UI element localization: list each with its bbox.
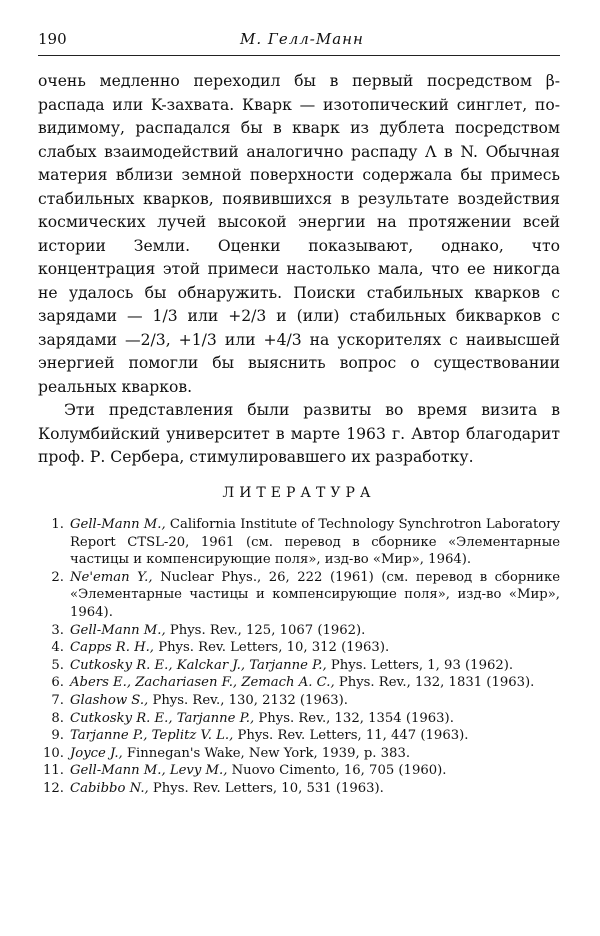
reference-text bbox=[64, 569, 560, 622]
reference-authors: Abers E., Zachariasen F., Zemach A. C., bbox=[70, 675, 335, 691]
reference-text bbox=[64, 727, 560, 745]
reference-item bbox=[38, 657, 560, 675]
running-title: М. Гелл-Манн bbox=[240, 30, 364, 48]
reference-number: 10. bbox=[43, 745, 64, 761]
reference-number: 3. bbox=[51, 622, 64, 638]
reference-authors: Ne'eman Y., bbox=[70, 569, 153, 585]
paragraph-1: очень медленно переходил бы в первый посредством β-распада или K-захвата. Кварк — изотопический синглет, по-видимому, распадался бы в кварк из дублета посредством слабых взаимодействий аналогично распаду Λ в N. Обычная материя вблизи земной поверхности содержала бы примесь стабильных кварков, появившихся в результате воздействия космических лучей высокой энергии на протяжении всей истории Земли. Оценки показывают, однако, что концентрация этой примеси настолько мала, что ее никогда не удалось бы обнаружить. Поиски стабильных кварков с зарядами — 1/3 или +2/3 и (или) стабильных бикварков с зарядами —2/3, +1/3 или +4/3 на ускорителях с наивысшей энергией помогли бы выяснить вопрос о существовании реальных кварков. bbox=[38, 72, 560, 396]
reference-list bbox=[38, 516, 560, 798]
reference-authors: Gell-Mann M., bbox=[70, 517, 166, 532]
paragraph-2: Эти представления были развиты во время визита в Колумбийский университет в марте 1963 г. Автор благодарит проф. Р. Сербера, стимулировавшего их разработку. bbox=[38, 401, 560, 466]
reference-citation: Nuclear Phys., 26, 222 (1961) (см. перевод в сборнике «Элементарные частицы и компенсирующие поля», изд-во «Мир», 1964). bbox=[70, 569, 560, 620]
reference-text bbox=[64, 516, 560, 569]
body-text bbox=[38, 70, 560, 470]
reference-citation: Phys. Letters, 1, 93 (1962). bbox=[326, 657, 514, 673]
reference-citation: Phys. Rev., 132, 1831 (1963). bbox=[334, 675, 535, 691]
reference-authors: Glashow S., bbox=[70, 692, 149, 708]
reference-authors: Capps R. H., bbox=[70, 640, 154, 656]
reference-number: 2. bbox=[51, 569, 64, 585]
reference-citation: Phys. Rev., 125, 1067 (1962). bbox=[165, 622, 366, 638]
reference-item bbox=[38, 727, 560, 745]
reference-citation: Phys. Rev. Letters, 10, 531 (1963). bbox=[148, 780, 384, 796]
reference-number: 4. bbox=[51, 640, 64, 656]
header-rule bbox=[38, 55, 560, 56]
reference-citation: Finnegan's Wake, New York, 1939, p. 383. bbox=[122, 745, 411, 761]
reference-citation: Phys. Rev., 130, 2132 (1963). bbox=[148, 692, 348, 708]
reference-item bbox=[38, 762, 560, 780]
reference-citation: Phys. Rev. Letters, 10, 312 (1963). bbox=[154, 640, 390, 656]
reference-authors: Tarjanne P., Teplitz V. L., bbox=[70, 728, 234, 744]
reference-citation: Nuovo Cimento, 16, 705 (1960). bbox=[227, 763, 447, 779]
reference-citation: Phys. Rev. Letters, 11, 447 (1963). bbox=[233, 728, 469, 744]
reference-authors: Cutkosky R. E., Tarjanne P., bbox=[70, 710, 255, 726]
reference-text bbox=[64, 745, 560, 763]
page-number: 190 bbox=[38, 30, 67, 48]
reference-citation: Phys. Rev., 132, 1354 (1963). bbox=[254, 710, 454, 726]
reference-number: 6. bbox=[51, 675, 64, 691]
reference-number: 9. bbox=[51, 728, 64, 744]
reference-text bbox=[64, 692, 560, 710]
reference-authors: Joyce J., bbox=[70, 745, 123, 761]
reference-item bbox=[38, 622, 560, 640]
reference-number: 5. bbox=[51, 657, 64, 673]
reference-number: 12. bbox=[43, 780, 64, 796]
reference-text bbox=[64, 762, 560, 780]
reference-item bbox=[38, 745, 560, 763]
reference-authors: Gell-Mann M., bbox=[70, 622, 166, 638]
reference-item bbox=[38, 569, 560, 622]
reference-citation: California Institute of Technology Synchrotron Laboratory Report CTSL-20, 1961 (см. перевод в сборнике «Элементарные частицы и компенсирующие поля», изд-во «Мир», 1964). bbox=[70, 517, 560, 568]
reference-item bbox=[38, 674, 560, 692]
reference-text bbox=[64, 622, 560, 640]
reference-number: 11. bbox=[43, 763, 64, 779]
reference-item bbox=[38, 639, 560, 657]
reference-number: 8. bbox=[51, 710, 64, 726]
reference-item bbox=[38, 516, 560, 569]
reference-authors: Gell-Mann M., Levy M., bbox=[70, 763, 228, 779]
reference-text bbox=[64, 639, 560, 657]
reference-text bbox=[64, 674, 560, 692]
references-heading: ЛИТЕРАТУРА bbox=[222, 485, 376, 501]
reference-authors: Cutkosky R. E., Kalckar J., Tarjanne P., bbox=[70, 657, 327, 673]
reference-authors: Cabibbo N., bbox=[70, 780, 149, 796]
reference-text bbox=[64, 780, 560, 798]
reference-text bbox=[64, 657, 560, 675]
reference-number: 1. bbox=[51, 517, 64, 532]
reference-item bbox=[38, 710, 560, 728]
reference-number: 7. bbox=[51, 692, 64, 708]
reference-item bbox=[38, 780, 560, 798]
page-header bbox=[38, 28, 560, 56]
reference-text bbox=[64, 710, 560, 728]
reference-item bbox=[38, 692, 560, 710]
